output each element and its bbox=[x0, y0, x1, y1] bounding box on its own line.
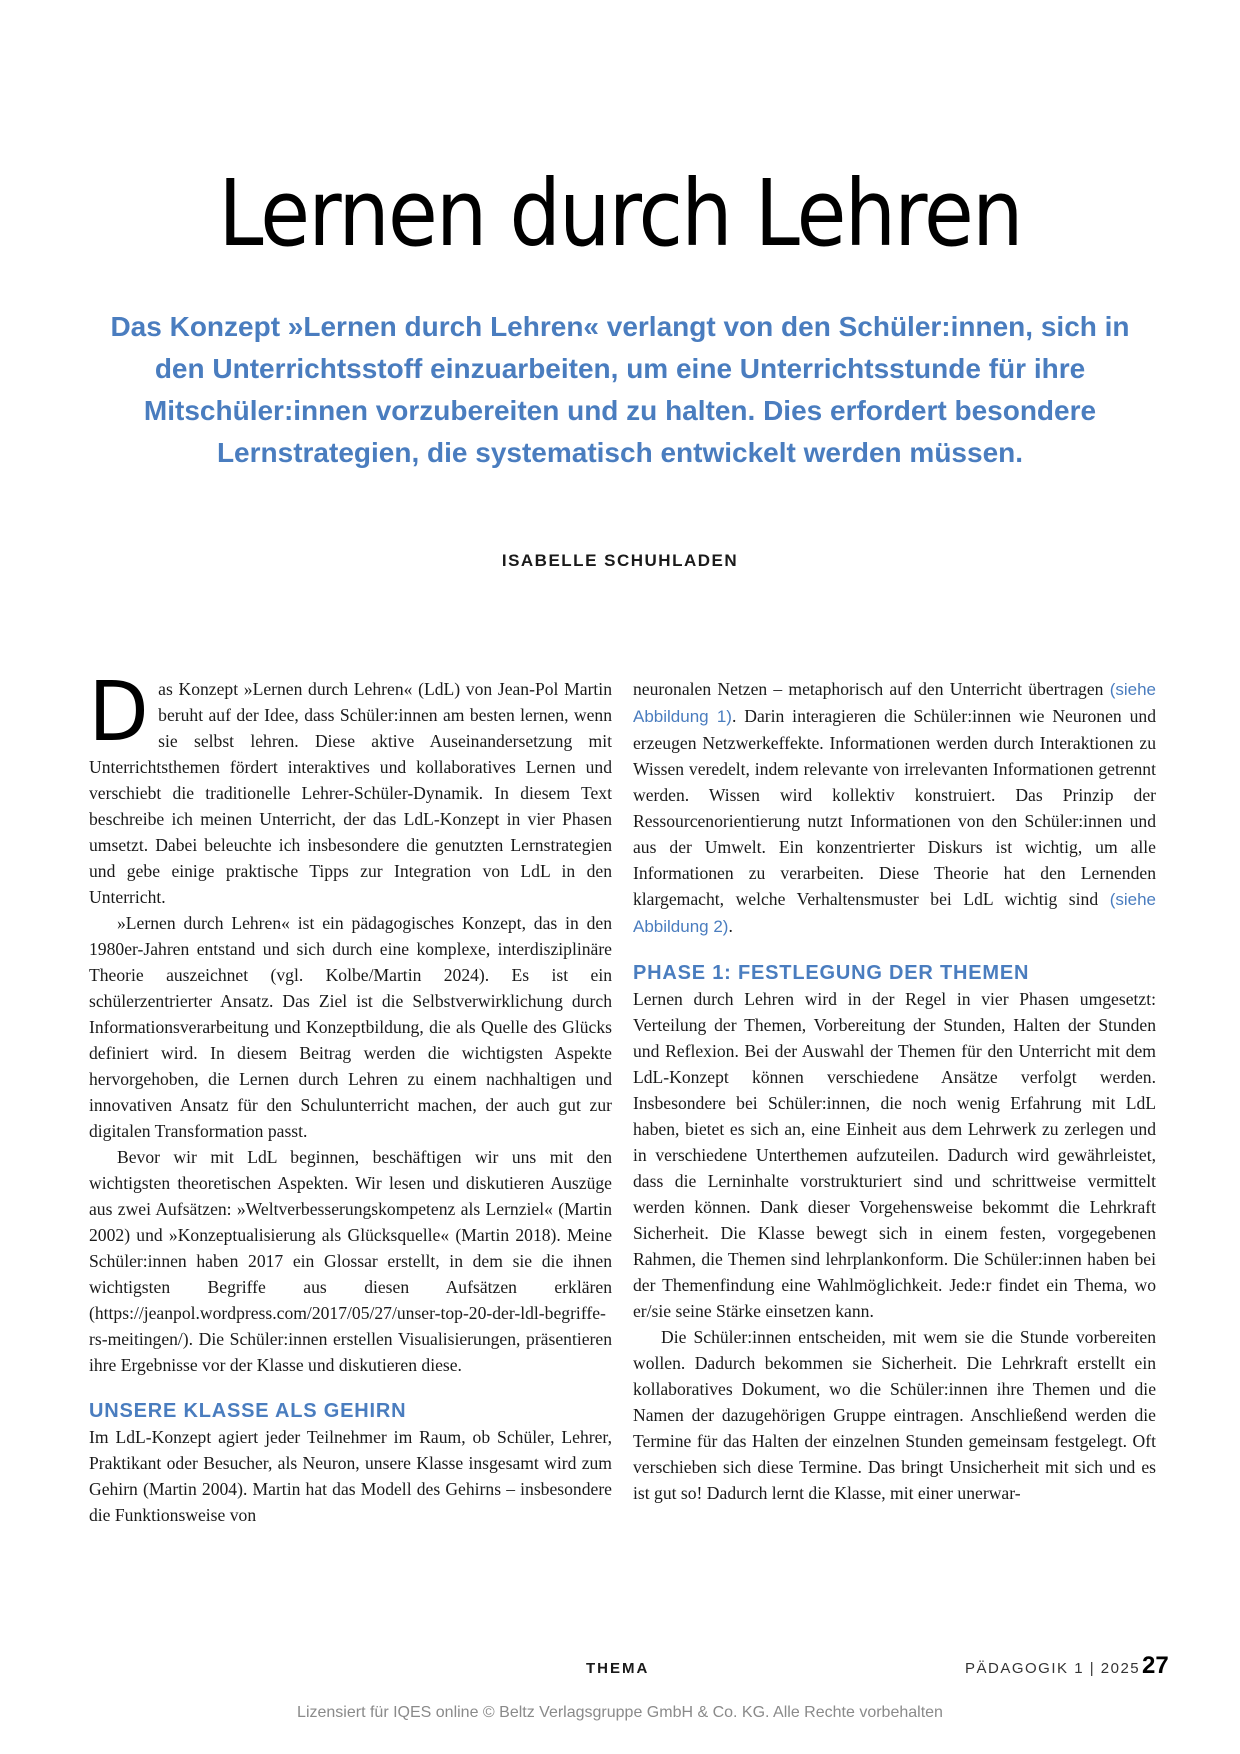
section-heading-phase1: PHASE 1: FESTLEGUNG DER THEMEN bbox=[633, 962, 1030, 984]
paragraph-intro-text: as Konzept »Lernen durch Lehren« (LdL) von Jean-Pol Martin beruht auf der Idee, dass Schüler:innen am besten lernen, wenn sie selbst lehren. Diese aktive Auseinandersetzung mit Unterrichtsthemen fördert interaktives und kollaboratives Lernen und verschiebt die traditionelle Lehrer-Schüler-Dynamik. In diesem Text beschreibe ich meinen Unterricht, der das LdL-Konzept in vier Phasen umsetzt. Dabei beleuchte ich insbesondere die genutzten Lernstrategien und gebe einige praktische Tipps zur Integration von LdL in den Unterricht. bbox=[89, 679, 612, 907]
paragraph-brain: Im LdL-Konzept agiert jeder Teilnehmer im Raum, ob Schüler, Lehrer, Praktikant oder Besucher, als Neuron, unsere Klasse insgesamt wird zum Gehirn (Martin 2004). Martin hat das Modell des Gehirns – insbesondere die Funktionsweise von bbox=[89, 1427, 612, 1525]
page-number: 27 bbox=[1142, 1652, 1169, 1679]
footer-journal-issue: PÄDAGOGIK 1 | 2025 bbox=[965, 1660, 1141, 1677]
drop-cap: D bbox=[88, 665, 149, 760]
paragraph-intro bbox=[88, 665, 612, 910]
paragraph-theory: Bevor wir mit LdL beginnen, beschäftigen wir uns mit den wichtigsten theoretischen Aspekten. Wir lesen und diskutieren Auszüge aus zwei Aufsätzen: »Weltverbesserungskompetenz als Lernziel« (Martin 2002) und »Konzeptualisierung als Glücksquelle« (Martin 2018). Meine Schüler:innen haben 2017 ein Glossar erstellt, in dem sie die ihnen wichtigsten Begriffe aus diesen Aufsätzen erklären (https://jeanpol.wordpress.com/2017/05/27/unser-top-20-der-ldl-begriffe-rs-meitingen/). Die Schüler:innen erstellen Visualisierungen, präsentieren ihre Ergebnisse vor der Klasse und diskutieren diese. bbox=[89, 1147, 612, 1375]
right-column bbox=[633, 676, 1156, 1506]
footer-section-label: THEMA bbox=[586, 1660, 650, 1677]
license-notice: Lizensiert für IQES online © Beltz Verlagsgruppe GmbH & Co. KG. Alle Rechte vorbehalten bbox=[297, 1704, 943, 1721]
paragraph-networks bbox=[633, 676, 1156, 940]
paragraph-groups: Die Schüler:innen entscheiden, mit wem sie die Stunde vorbereiten wollen. Dadurch bekommen sie Sicherheit. Die Lehrkraft erstellt ein kollaboratives Dokument, wo die Schüler:innen ihre Themen und die Namen der dazugehörigen Gruppe eintragen. Anschließend werden die Termine für das Halten der einzelnen Stunden gemeinsam festgelegt. Oft verschieben sich diese Termine. Das bringt Unsicherheit mit sich und es ist gut so! Dadurch lernt die Klasse, mit einer unerwar- bbox=[633, 1327, 1156, 1503]
paragraph-networks-text-c: . bbox=[728, 916, 733, 936]
paragraph-phase1: Lernen durch Lehren wird in der Regel in vier Phasen umgesetzt: Verteilung der Themen, Vorbereitung der Stunden, Halten der Stunden und Reflexion. Bei der Auswahl der Themen für den Unterricht mit dem LdL-Konzept können verschiedene Ansätze verfolgt werden. Insbesondere bei Schüler:innen, die noch wenig Erfahrung mit LdL haben, bietet es sich an, eine Einheit aus dem Lehrwerk zu zerlegen und in verschiedene Unterthemen aufzuteilen. Dadurch wird gewährleistet, dass die Lerninhalte vorstrukturiert sind und schrittweise vermittelt werden können. Dank dieser Vorgehensweise bekommt die Lehrkraft Sicherheit. Die Klasse bewegt sich in einem festen, vorgegebenen Rahmen, die Themen sind lehrplankonform. Die Schüler:innen haben bei der Themenfindung eine Wahlmöglichkeit. Jede:r findet ein Thema, wo er/sie seine Stärke einsetzen kann. bbox=[633, 989, 1156, 1321]
left-column bbox=[88, 665, 612, 1528]
figure-reference-1[interactable]: (siehe Abbildung 1) bbox=[633, 680, 1156, 726]
figure-reference-2[interactable]: (siehe Abbildung 2) bbox=[633, 890, 1156, 936]
paragraph-networks-text-a: neuronalen Netzen – metaphorisch auf den Unterricht übertragen bbox=[633, 679, 1104, 699]
article-lead: Das Konzept »Lernen durch Lehren« verlangt von den Schüler:innen, sich in den Unterrichtsstoff einzuarbeiten, um eine Unterrichtsstunde für ihre Mitschüler:innen vorzubereiten und zu halten. Dies erfordert besondere Lernstrategien, die systematisch entwickelt werden müssen. bbox=[110, 311, 1130, 468]
section-heading-brain: UNSERE KLASSE ALS GEHIRN bbox=[89, 1400, 407, 1422]
paragraph-networks-text-b: . Darin interagieren die Schüler:innen wie Neuronen und erzeugen Netzwerkeffekte. Informationen werden durch Interaktionen zu Wissen veredelt, indem relevante von irrelevanten Informationen getrennt werden. Wissen wird kollektiv konstruiert. Das Prinzip der Ressourcenorientierung nutzt Informationen von den Schüler:innen und aus der Umwelt. Ein konzentrierter Diskurs ist wichtig, um alle Informationen zu verarbeiten. Diese Theorie hat den Lernenden klargemacht, welche Verhaltensmuster bei LdL wichtig sind bbox=[633, 706, 1156, 909]
article-title: Lernen durch Lehren bbox=[218, 160, 1022, 267]
paragraph-concept: »Lernen durch Lehren« ist ein pädagogisches Konzept, das in den 1980er-Jahren entstand und sich durch eine komplexe, interdisziplinäre Theorie auszeichnet (vgl. Kolbe/Martin 2024). Es ist ein schülerzentrierter Ansatz. Das Ziel ist die Selbstverwirklichung durch Informationsverarbeitung und Konzeptbildung, die als Quelle des Glücks definiert wird. In diesem Beitrag werden die wichtigsten Aspekte hervorgehoben, die Lernen durch Lehren zu einem nachhaltigen und innovativen Ansatz für den Schulunterricht machen, der auch gut zur digitalen Transformation passt. bbox=[89, 913, 612, 1141]
author-name: ISABELLE SCHUHLADEN bbox=[501, 551, 739, 570]
